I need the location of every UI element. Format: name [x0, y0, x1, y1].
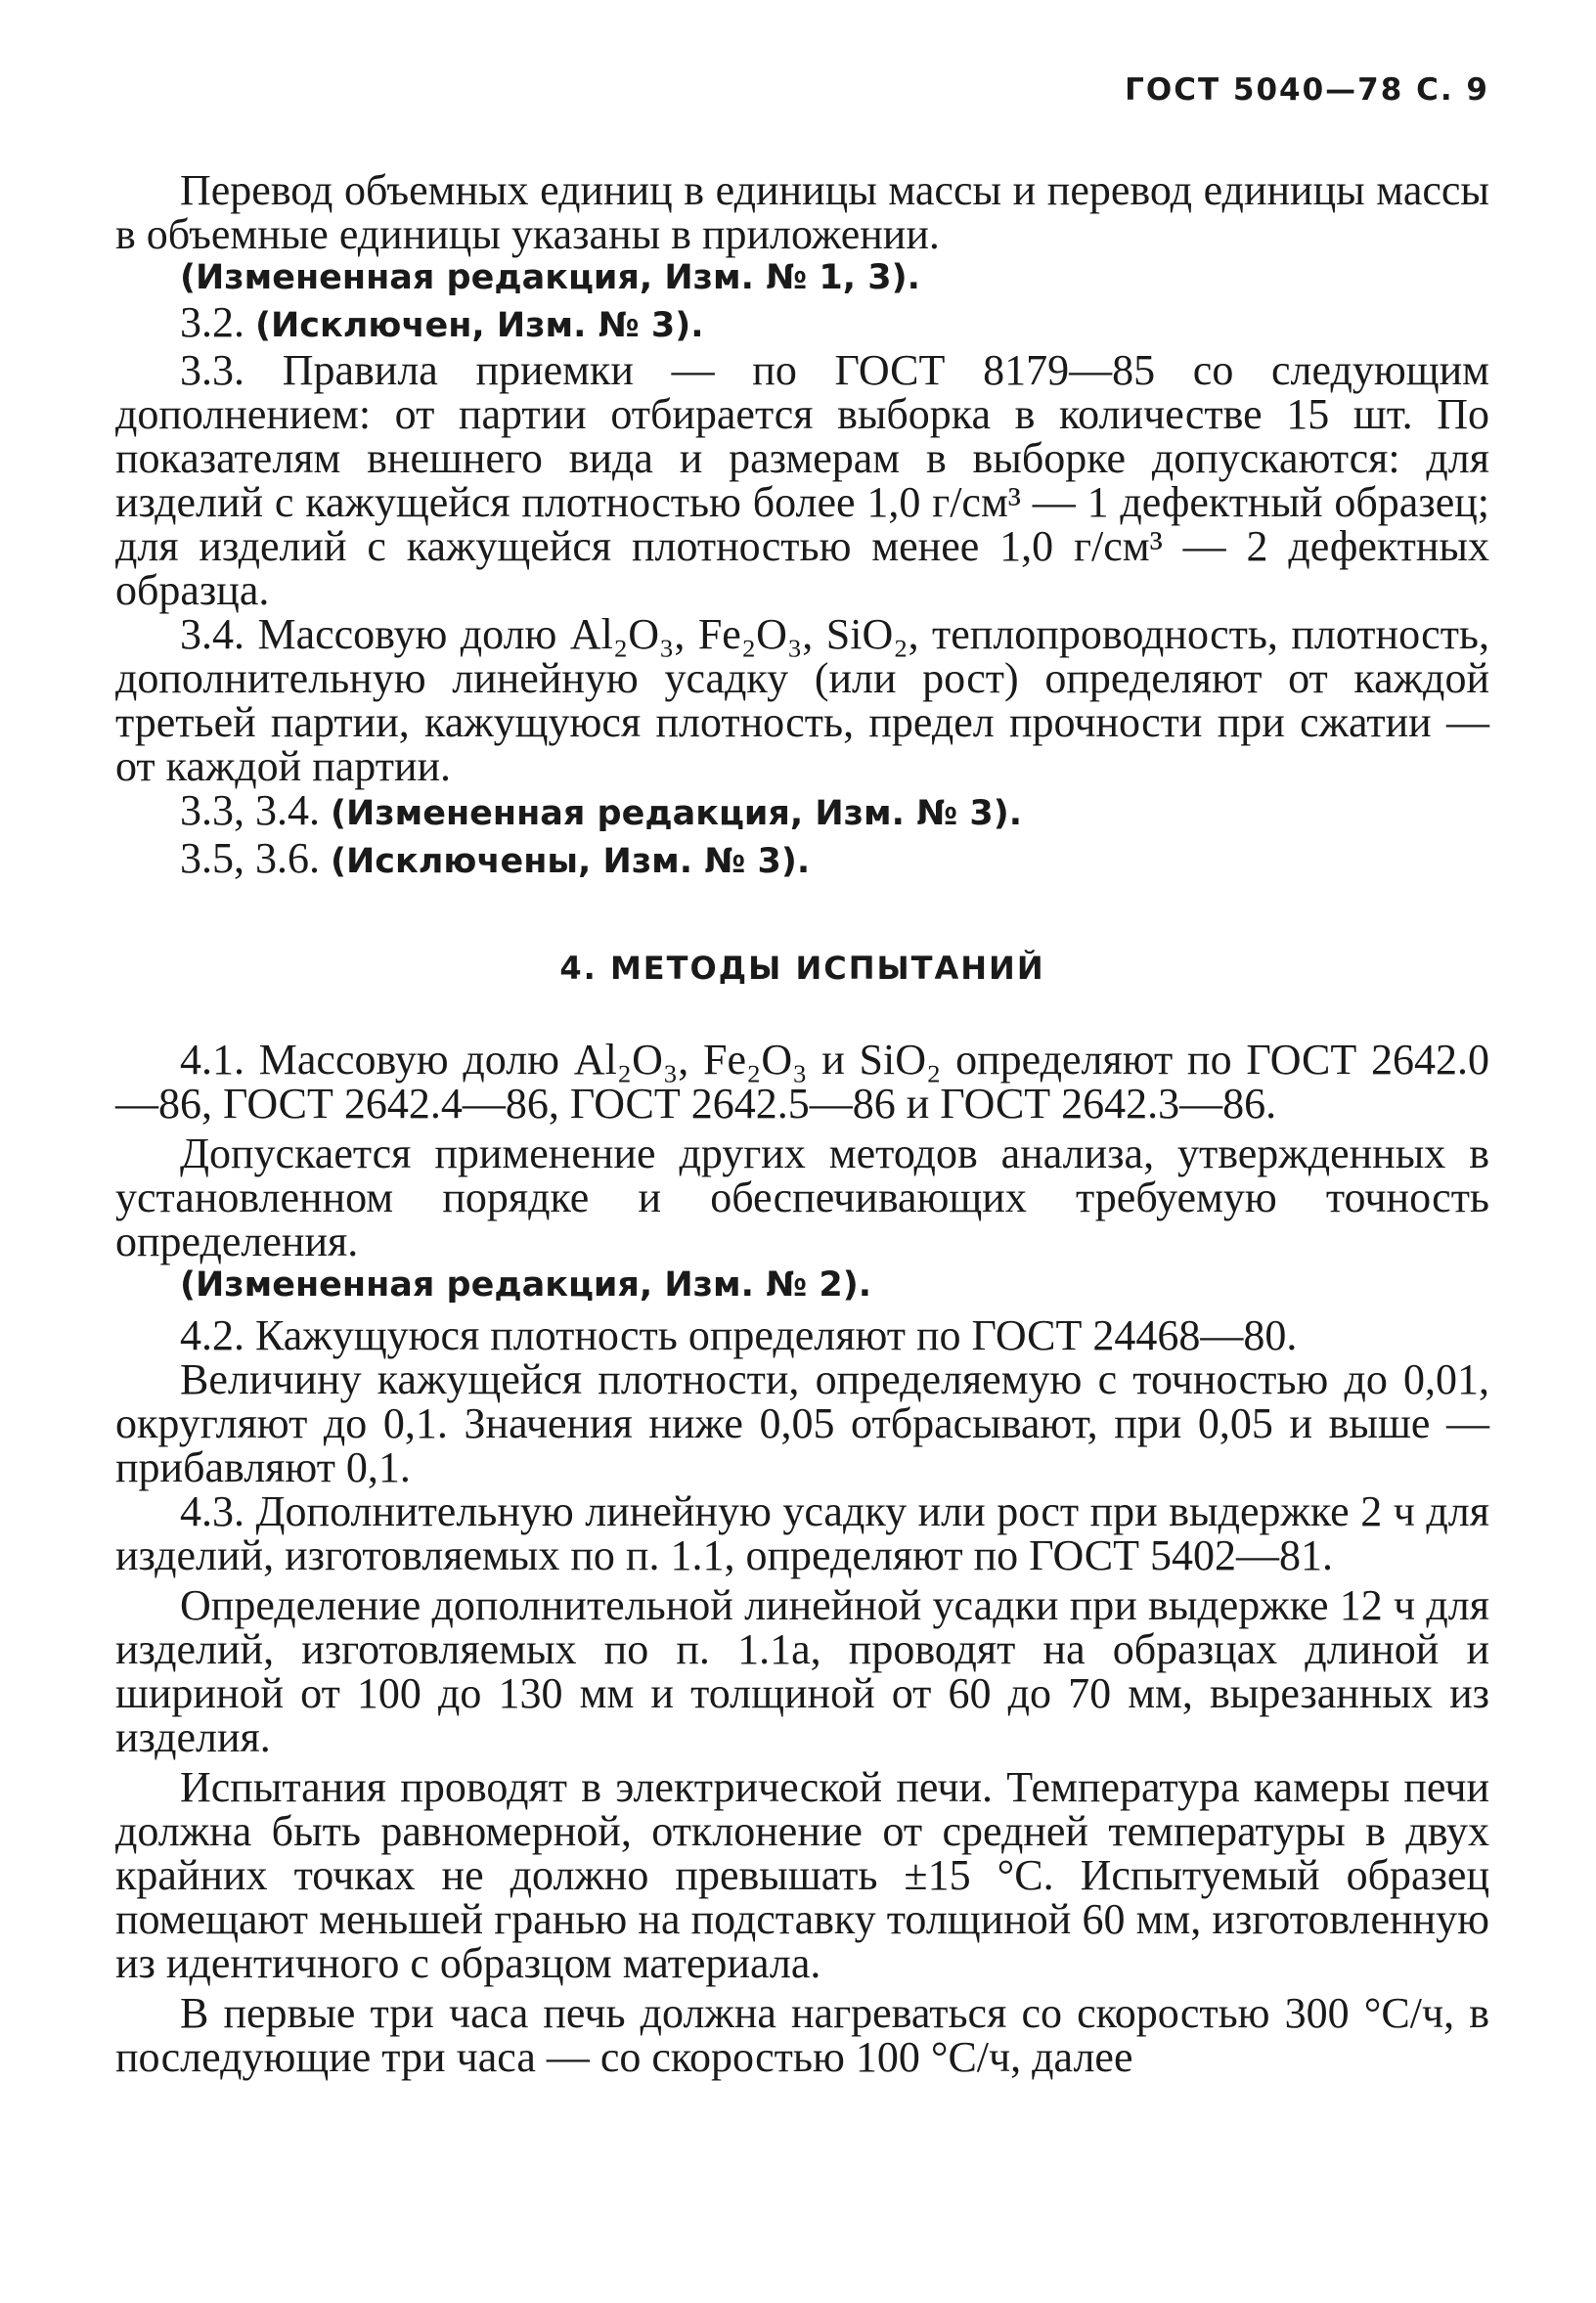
clause-4-1-other-methods: Допускается применение других методов анализа, утвержденных в установленном порядке и обеспечивающих требуемую точность определения. [115, 1129, 1489, 1265]
paragraph-volume-conversion: Перевод объемных единиц в единицы массы и перевод единицы массы в объемные единицы указаны в приложении. [115, 166, 1489, 258]
clause-3-2-note: (Исключен, Изм. № 3). [255, 306, 704, 345]
clause-3-5-3-6-number: 3.5, 3.6. [180, 834, 331, 882]
clause-3-5-3-6-note: (Исключены, Изм. № 3). [331, 842, 811, 881]
clause-3-3: 3.3. Правила приемки — по ГОСТ 8179—85 со следующим дополнением: от партии отбирается выборка в количестве 15 шт. По показателям внешнего вида и размерам в выборке допускаются: для изделий с кажущейся плотностью более 1,0 г/см³ — 1 дефектный образец; для изделий с кажущейся плотностью менее 1,0 г/см³ — 2 дефектных образца. [115, 346, 1489, 614]
clause-3-5-3-6 [115, 836, 1489, 884]
body-text [115, 168, 1489, 2079]
clause-3-2-number: 3.2. [180, 298, 255, 346]
amendment-note-2: (Измененная редакция, Изм. № 2). [180, 1265, 872, 1305]
clause-3-3-3-4-amendment [115, 788, 1489, 836]
clause-4-3-heating-rate: В первые три часа печь должна нагреваться со скоростью 300 °С/ч, в последующие три часа — со скоростью 100 °С/ч, далее [115, 1989, 1489, 2081]
amendment-note-1-3: (Измененная редакция, Изм. № 1, 3). [180, 258, 920, 297]
running-header: ГОСТ 5040—78 С. 9 [1125, 72, 1489, 108]
clause-4-3: 4.3. Дополнительную линейную усадку или рост при выдержке 2 ч для изделий, изготовляемых по п. 1.1, определяют по ГОСТ 5402—81. [115, 1487, 1489, 1579]
section-heading-test-methods: 4. МЕТОДЫ ИСПЫТАНИЙ [559, 950, 1045, 987]
clause-4-2: 4.2. Кажущуюся плотность определяют по ГОСТ 24468—80. [180, 1311, 1298, 1359]
clause-4-3-furnace-test: Испытания проводят в электрической печи. Температура камеры печи должна быть равномерной, отклонение от средней температуры в двух крайних точках не должно превышать ±15 °С. Испытуемый образец помещают меньшей гранью на подставку толщиной 60 мм, изготовленную из идентичного с образцом материала. [115, 1763, 1489, 1987]
clause-4-2-rounding: Величину кажущейся плотности, определяемую с точностью до 0,01, округляют до 0,1. Значения ниже 0,05 отбрасывают, при 0,05 и выше — прибавляют 0,1. [115, 1355, 1489, 1491]
clause-4-1: 4.1. Массовую долю Al₂O₃, Fe₂O₃ и SiO₂ определяют по ГОСТ 2642.0—86, ГОСТ 2642.4—86, ГОСТ 2642.5—86 и ГОСТ 2642.3—86. [115, 1036, 1489, 1128]
document-page [115, 0, 1489, 2303]
clause-3-3-3-4-note: (Измененная редакция, Изм. № 3). [331, 794, 1023, 833]
clause-4-3-shrinkage-definition: Определение дополнительной линейной усадки при выдержке 12 ч для изделий, изготовляемых по п. 1.1а, проводят на образцах длиной и шириной от 100 до 130 мм и толщиной от 60 до 70 мм, вырезанных из изделия. [115, 1581, 1489, 1761]
clause-3-2 [115, 300, 1489, 348]
clause-3-4: 3.4. Массовую долю Al₂O₃, Fe₂O₃, SiO₂, теплопроводность, плотность, дополнительную линейную усадку (или рост) определяют от каждой третьей партии, кажущуюся плотность, предел прочности при сжатии — от каждой партии. [115, 610, 1489, 790]
clause-3-3-3-4-number: 3.3, 3.4. [180, 786, 331, 834]
